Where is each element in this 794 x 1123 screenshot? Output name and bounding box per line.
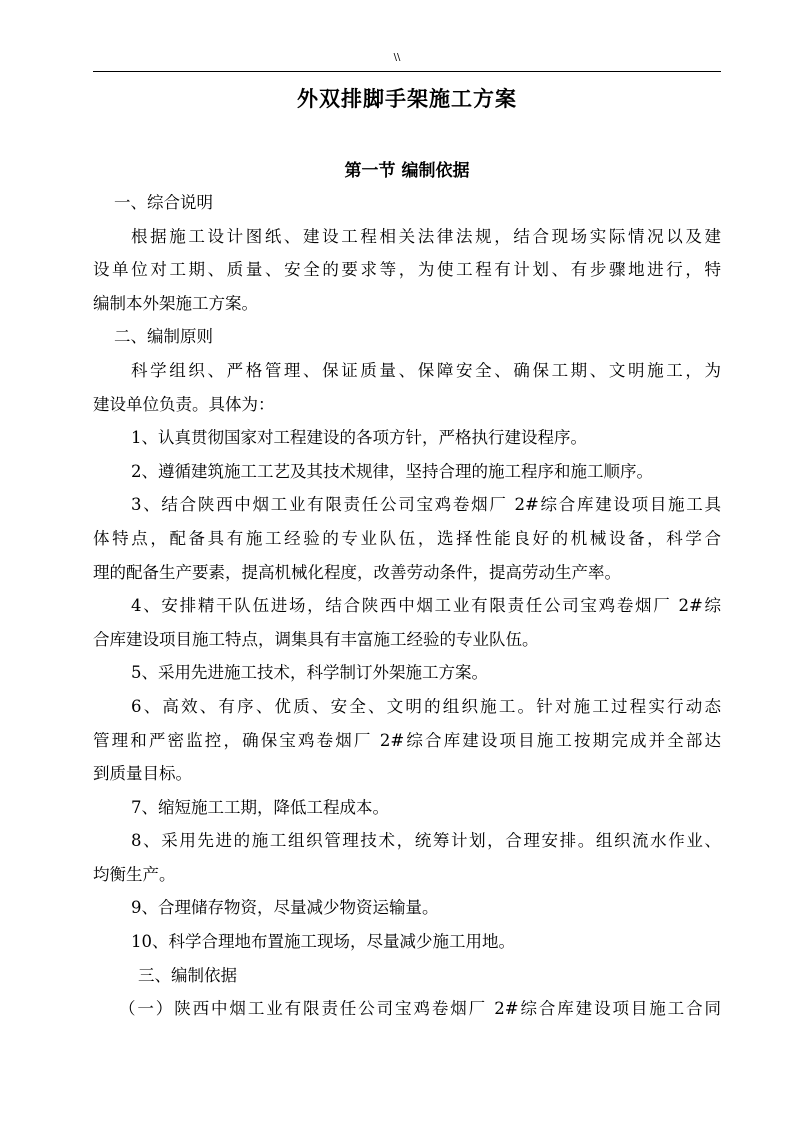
text-line: 均衡生产。: [93, 864, 176, 884]
text-line: 1、认真贯彻国家对工程建设的各项方针，严格执行建设程序。: [131, 428, 587, 448]
text-line: 二、编制原则: [114, 327, 213, 347]
text-line: 编制本外架施工方案。: [93, 293, 258, 313]
text-line: 体特点，配备具有施工经验的专业队伍，选择性能良好的机械设备，科学合: [93, 528, 721, 548]
text-line: 三、编制依据: [138, 965, 237, 985]
header-rule: [93, 71, 721, 72]
page-header-mark: \\: [393, 52, 401, 63]
section-title: 第一节 编制依据: [344, 161, 470, 181]
text-line: 到质量目标。: [93, 764, 192, 784]
text-line: 建设单位负责。具体为：: [93, 394, 275, 414]
document-body: [93, 82, 721, 1026]
text-line: 2、遵循建筑施工工艺及其技术规律，坚持合理的施工程序和施工顺序。: [131, 461, 653, 481]
text-line: 3、结合陕西中烟工业有限责任公司宝鸡卷烟厂 2#综合库建设项目施工具: [131, 495, 721, 515]
document-title: 外双排脚手架施工方案: [297, 86, 517, 111]
text-line: （一）陕西中烟工业有限责任公司宝鸡卷烟厂 2#综合库建设项目施工合同: [119, 999, 721, 1019]
text-line: 8、采用先进的施工组织管理技术，统筹计划，合理安排。组织流水作业、: [131, 831, 721, 851]
text-line: 6、高效、有序、优质、安全、文明的组织施工。针对施工过程实行动态: [131, 696, 721, 716]
text-line: 10、科学合理地布置施工现场，尽量减少施工用地。: [131, 932, 515, 952]
text-line: 5、采用先进施工技术，科学制订外架施工方案。: [131, 663, 488, 683]
text-line: 科学组织、严格管理、保证质量、保障安全、确保工期、文明施工，为: [131, 360, 721, 380]
text-line: 一、综合说明: [114, 193, 213, 212]
text-line: 9、合理储存物资，尽量减少物资运输量。: [131, 898, 439, 918]
text-line: 设单位对工期、质量、安全的要求等，为使工程有计划、有步骤地进行，特: [93, 260, 721, 280]
text-line: 合库建设项目施工特点，调集具有丰富施工经验的专业队伍。: [93, 629, 539, 649]
text-line: 4、安排精干队伍进场，结合陕西中烟工业有限责任公司宝鸡卷烟厂 2#综: [131, 596, 721, 616]
text-line: 7、缩短施工工期，降低工程成本。: [131, 797, 389, 817]
text-line: 管理和严密监控，确保宝鸡卷烟厂 2#综合库建设项目施工按期完成并全部达: [93, 730, 721, 750]
paragraph-lines: [93, 186, 721, 1026]
text-line: 根据施工设计图纸、建设工程相关法律法规，结合现场实际情况以及建: [131, 226, 721, 246]
text-line: 理的配备生产要素，提高机械化程度，改善劳动条件，提高劳动生产率。: [93, 562, 621, 582]
